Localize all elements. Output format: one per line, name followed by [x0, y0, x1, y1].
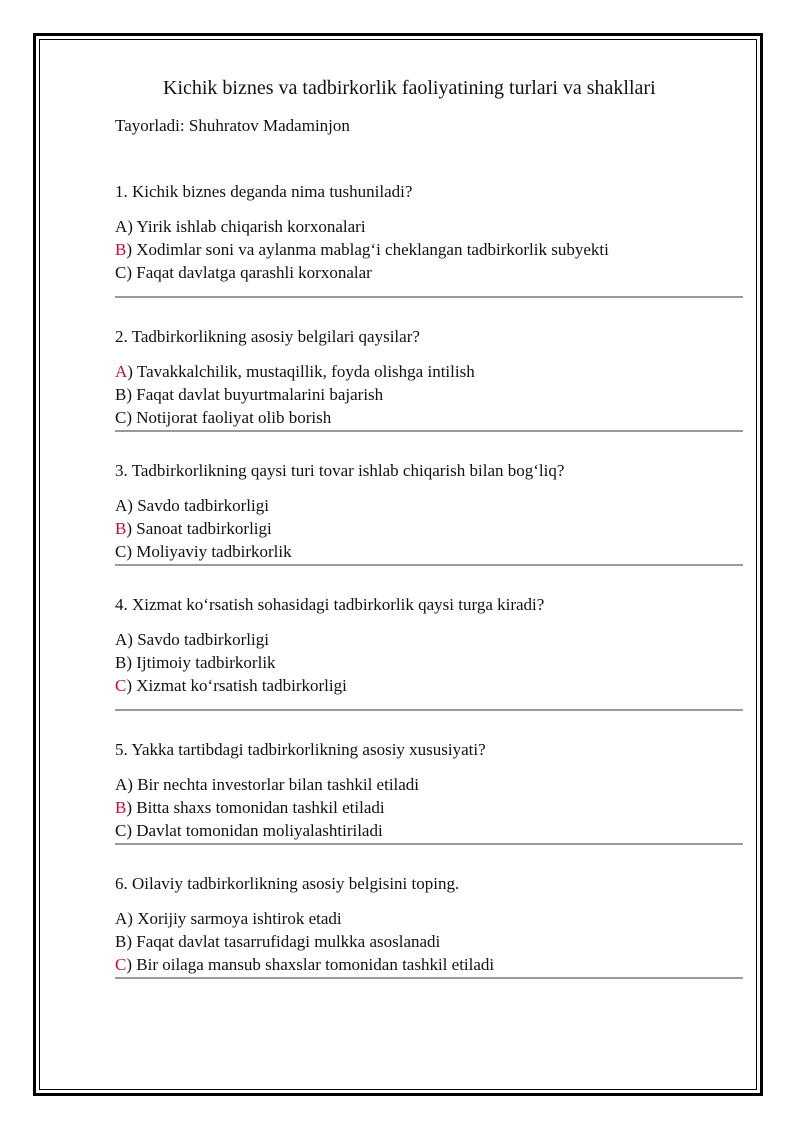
- option-text: ) Moliyaviy tadbirkorlik: [126, 542, 292, 561]
- question-6: [115, 873, 743, 976]
- question-divider: [115, 843, 743, 845]
- option-letter: B: [115, 932, 127, 951]
- option-text: ) Tavakkalchilik, mustaqillik, foyda olishga intilish: [127, 362, 475, 381]
- question-divider: [115, 430, 743, 432]
- option-a: [115, 494, 743, 517]
- question-divider: [115, 977, 743, 979]
- option-letter: A: [115, 909, 128, 928]
- option-c: [115, 540, 743, 563]
- option-letter-correct: B: [115, 240, 127, 259]
- question-text: 6. Oilaviy tadbirkorlikning asosiy belgisini toping.: [115, 874, 460, 893]
- option-letter: C: [115, 542, 127, 561]
- option-b: [115, 383, 743, 406]
- option-c: [115, 406, 743, 429]
- option-letter: A: [115, 775, 128, 794]
- option-text: ) Xizmat ko‘rsatish tadbirkorligi: [126, 676, 347, 695]
- option-a: [115, 773, 743, 796]
- question-3: [115, 460, 743, 563]
- option-text: ) Notijorat faoliyat olib borish: [126, 408, 332, 427]
- author-label: Tayorladi:: [115, 116, 185, 135]
- question-divider: [115, 564, 743, 566]
- option-letter: B: [115, 385, 127, 404]
- option-text: ) Faqat davlat tasarrufidagi mulkka asoslanadi: [126, 932, 441, 951]
- option-text: ) Ijtimoiy tadbirkorlik: [126, 653, 276, 672]
- question-text: 4. Xizmat ko‘rsatish sohasidagi tadbirkorlik qaysi turga kiradi?: [115, 595, 545, 614]
- author-line: [115, 116, 350, 136]
- option-b: [115, 651, 743, 674]
- question-1: [115, 181, 743, 284]
- options-list: [115, 494, 743, 563]
- document-title: Kichik biznes va tadbirkorlik faoliyatining turlari va shakllari: [163, 77, 656, 99]
- option-letter: C: [115, 263, 127, 282]
- option-letter: C: [115, 821, 127, 840]
- options-list: [115, 907, 743, 976]
- option-text: ) Bitta shaxs tomonidan tashkil etiladi: [126, 798, 385, 817]
- question-4: [115, 594, 743, 697]
- question-text: 2. Tadbirkorlikning asosiy belgilari qaysilar?: [115, 327, 420, 346]
- option-a: [115, 628, 743, 651]
- options-list: [115, 628, 743, 697]
- options-list: [115, 773, 743, 842]
- question-2: [115, 326, 743, 429]
- option-text: ) Faqat davlatga qarashli korxonalar: [126, 263, 372, 282]
- option-a: [115, 360, 743, 383]
- question-divider: [115, 709, 743, 711]
- option-a: [115, 215, 743, 238]
- option-text: ) Davlat tomonidan moliyalashtiriladi: [126, 821, 383, 840]
- option-b: [115, 517, 743, 540]
- option-letter: B: [115, 653, 127, 672]
- option-b: [115, 238, 743, 261]
- option-letter-correct: B: [115, 798, 127, 817]
- option-letter-correct: A: [115, 362, 128, 381]
- question-text: 5. Yakka tartibdagi tadbirkorlikning asosiy xususiyati?: [115, 740, 486, 759]
- option-letter: A: [115, 217, 128, 236]
- option-text: ) Savdo tadbirkorligi: [127, 630, 269, 649]
- option-letter-correct: B: [115, 519, 127, 538]
- option-text: ) Sanoat tadbirkorligi: [126, 519, 272, 538]
- question-divider: [115, 296, 743, 298]
- question-text: 3. Tadbirkorlikning qaysi turi tovar ishlab chiqarish bilan bog‘liq?: [115, 461, 565, 480]
- option-text: ) Bir nechta investorlar bilan tashkil etiladi: [127, 775, 420, 794]
- question-5: [115, 739, 743, 842]
- option-c: [115, 261, 743, 284]
- question-text: 1. Kichik biznes deganda nima tushuniladi?: [115, 182, 413, 201]
- option-a: [115, 907, 743, 930]
- author-name: Shuhratov Madaminjon: [188, 116, 350, 135]
- option-letter: C: [115, 408, 127, 427]
- option-text: ) Yirik ishlab chiqarish korxonalari: [127, 217, 366, 236]
- option-text: ) Xorijiy sarmoya ishtirok etadi: [127, 909, 342, 928]
- option-letter: A: [115, 496, 128, 515]
- options-list: [115, 360, 743, 429]
- option-c: [115, 674, 743, 697]
- option-text: ) Bir oilaga mansub shaxslar tomonidan tashkil etiladi: [126, 955, 495, 974]
- option-letter-correct: C: [115, 955, 127, 974]
- option-b: [115, 930, 743, 953]
- option-text: ) Faqat davlat buyurtmalarini bajarish: [126, 385, 384, 404]
- option-c: [115, 819, 743, 842]
- option-b: [115, 796, 743, 819]
- option-letter: A: [115, 630, 128, 649]
- option-text: ) Savdo tadbirkorligi: [127, 496, 269, 515]
- option-letter-correct: C: [115, 676, 127, 695]
- options-list: [115, 215, 743, 284]
- option-c: [115, 953, 743, 976]
- option-text: ) Xodimlar soni va aylanma mablag‘i cheklangan tadbirkorlik subyekti: [126, 240, 609, 259]
